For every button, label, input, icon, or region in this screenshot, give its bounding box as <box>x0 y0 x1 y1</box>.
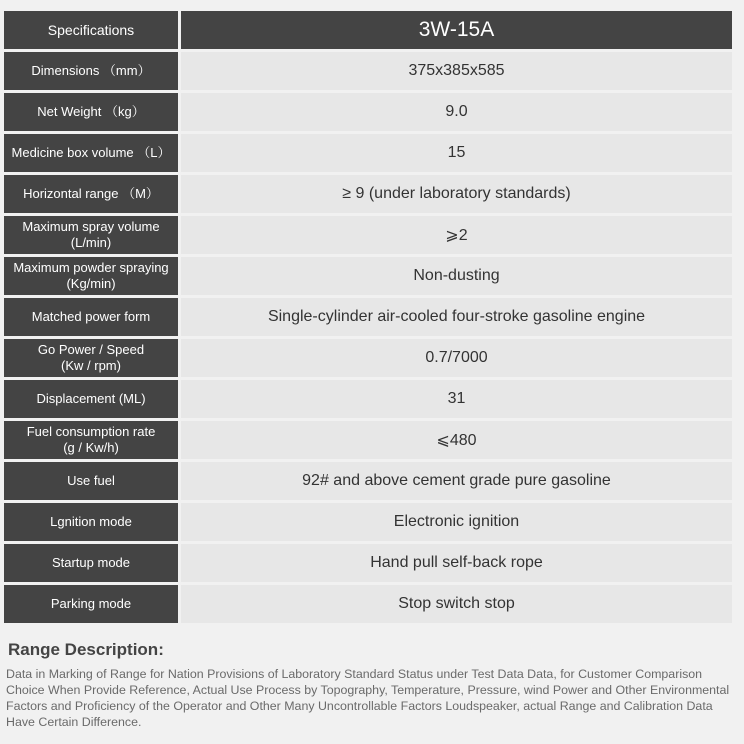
row-value: Stop switch stop <box>181 585 732 623</box>
table-row <box>4 503 732 541</box>
row-label: Maximum powder spraying (Kg/min) <box>4 257 178 295</box>
row-value: 9.0 <box>181 93 732 131</box>
table-row <box>4 175 732 213</box>
range-description-text: Data in Marking of Range for Nation Provisions of Laboratory Standard Status under Test Data Data, for Customer Comparison Choice When Provide Reference, Actual Use Process by Topography, Temperature, Pressure, wind Power and Other Environmental Factors and Proficiency of the Operator and Other Many Uncontrollable Factors Loudspeaker, actual Range and Calibration Data Have Certain Difference. <box>6 667 730 729</box>
row-label: Startup mode <box>4 544 178 582</box>
row-value: 375x385x585 <box>181 52 732 90</box>
row-value: ⩾2 <box>181 216 732 254</box>
row-label: Matched power form <box>4 298 178 336</box>
table-row <box>4 52 732 90</box>
row-value: Electronic ignition <box>181 503 732 541</box>
header-model: 3W-15A <box>181 11 732 49</box>
row-value: ≥ 9 (under laboratory standards) <box>181 175 732 213</box>
row-label: Go Power / Speed (Kw / rpm) <box>4 339 178 377</box>
row-value: Single-cylinder air-cooled four-stroke gasoline engine <box>181 298 732 336</box>
table-row <box>4 134 732 172</box>
row-label: Use fuel <box>4 462 178 500</box>
table-row <box>4 585 732 623</box>
row-label: Horizontal range （M） <box>4 175 178 213</box>
row-value: 15 <box>181 134 732 172</box>
row-value: ⩽480 <box>181 421 732 459</box>
table-header-row <box>4 11 732 49</box>
row-label: Medicine box volume （L） <box>4 134 178 172</box>
spec-table <box>4 11 732 623</box>
row-label: Fuel consumption rate (g / Kw/h) <box>4 421 178 459</box>
table-row <box>4 462 732 500</box>
row-label: Parking mode <box>4 585 178 623</box>
row-label: Maximum spray volume (L/min) <box>4 216 178 254</box>
table-row <box>4 298 732 336</box>
range-description-title: Range Description: <box>8 640 164 659</box>
table-row <box>4 339 732 377</box>
row-value: Hand pull self-back rope <box>181 544 732 582</box>
row-value: 31 <box>181 380 732 418</box>
row-label: Net Weight （kg） <box>4 93 178 131</box>
row-value: 0.7/7000 <box>181 339 732 377</box>
header-label: Specifications <box>4 11 178 49</box>
table-row <box>4 216 732 254</box>
row-label: Displacement (ML) <box>4 380 178 418</box>
range-description <box>6 640 736 730</box>
row-value: 92# and above cement grade pure gasoline <box>181 462 732 500</box>
table-row <box>4 421 732 459</box>
table-row <box>4 380 732 418</box>
table-row <box>4 93 732 131</box>
row-value: Non-dusting <box>181 257 732 295</box>
row-label: Dimensions （mm） <box>4 52 178 90</box>
table-row <box>4 257 732 295</box>
table-row <box>4 544 732 582</box>
row-label: Lgnition mode <box>4 503 178 541</box>
